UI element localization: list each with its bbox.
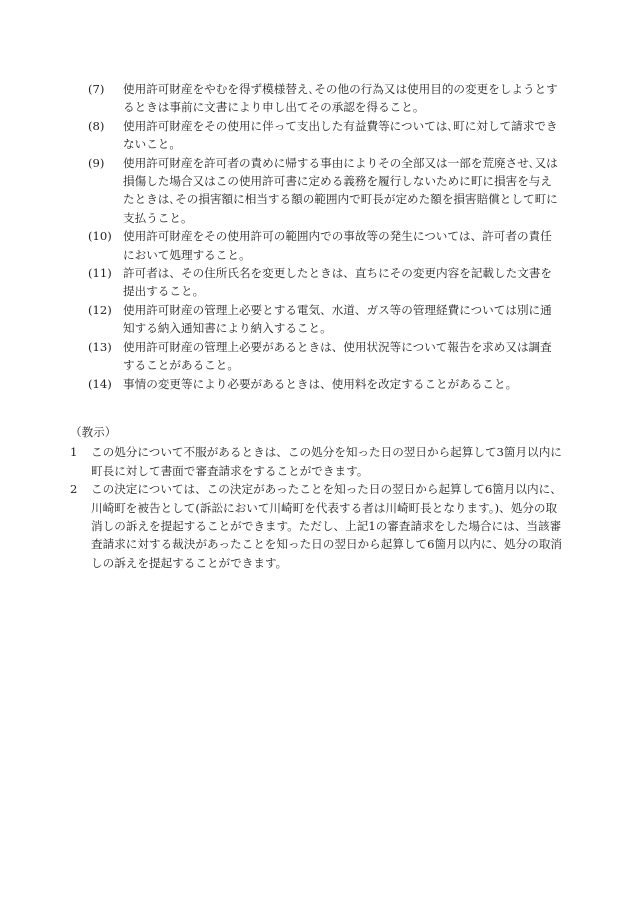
- instruction-text: この決定については、この決定があったことを知った日の翌日から起算して6箇月以内に、川崎町を被告として(訴訟において川崎町を代表する者は川崎町長となります。)、処分の取消しの訴えを提起することができます。ただし、上記1の審査請求をした場合には、当該審査請求に対する裁決があったことを知った日の翌日から起算して6箇月以内に、処分の取消しの訴えを提起することができます。: [91, 482, 563, 570]
- condition-number: (13): [88, 339, 112, 354]
- condition-text: 使用許可財産をその使用許可の範囲内での事故等の発生については、許可者の責任において処理すること。: [123, 229, 552, 262]
- condition-number: (10): [88, 229, 112, 244]
- condition-number: (7): [88, 82, 105, 96]
- permit-conditions-list: [88, 80, 558, 393]
- condition-item: [88, 375, 558, 393]
- instruction-number: 2: [70, 482, 78, 497]
- instruction-item: [70, 443, 562, 480]
- instruction-text: この処分について不服があるときは、この処分を知った日の翌日から起算して3箇月以内に町長に対して書面で審査請求をすることができます。: [91, 445, 562, 478]
- condition-text: 許可者は、その住所氏名を変更したときは、直ちにその変更内容を記載した文書を提出すること。: [123, 266, 552, 299]
- condition-number: (11): [88, 266, 112, 281]
- condition-text: 使用許可財産の管理上必要とする電気、水道、ガス等の管理経費については別に通知する納入通知書により納入すること。: [123, 302, 552, 336]
- condition-text: 使用許可財産を許可者の責めに帰する事由によりその全部又は一部を荒廃させ､又は損傷した場合又はこの使用許可書に定める義務を履行しないために町に損害を与えたときは､その損害額に相当する額の範囲内で町長が定めた額を損害賠償として町に支払うこと。: [123, 155, 558, 225]
- condition-number: (12): [88, 302, 112, 317]
- condition-item: [88, 301, 558, 338]
- instruction-item: [70, 480, 562, 572]
- condition-item: [88, 80, 558, 117]
- condition-text: 使用許可財産の管理上必要があるときは、使用状況等について報告を求め又は調査することがあること。: [123, 339, 552, 373]
- condition-text: 使用許可財産をやむを得ず模様替え､その他の行為又は使用目的の変更をしようとするときは事前に文書により申し出てその承認を得ること。: [123, 82, 558, 115]
- condition-item: [88, 264, 558, 301]
- condition-text: 使用許可財産をその使用に伴って支出した有益費等については､町に対して請求できないこと。: [123, 118, 558, 152]
- instruction-number: 1: [70, 445, 78, 460]
- condition-item: [88, 117, 558, 154]
- instruction-section: [70, 423, 562, 572]
- condition-number: (14): [88, 376, 112, 391]
- condition-item: [88, 338, 558, 375]
- condition-item: [88, 227, 558, 264]
- condition-number: (9): [88, 155, 105, 170]
- condition-number: (8): [88, 118, 105, 133]
- condition-text: 事情の変更等により必要があるときは、使用料を改定することがあること。: [123, 376, 518, 391]
- condition-item: [88, 154, 558, 228]
- instruction-heading: （教示）: [70, 425, 117, 439]
